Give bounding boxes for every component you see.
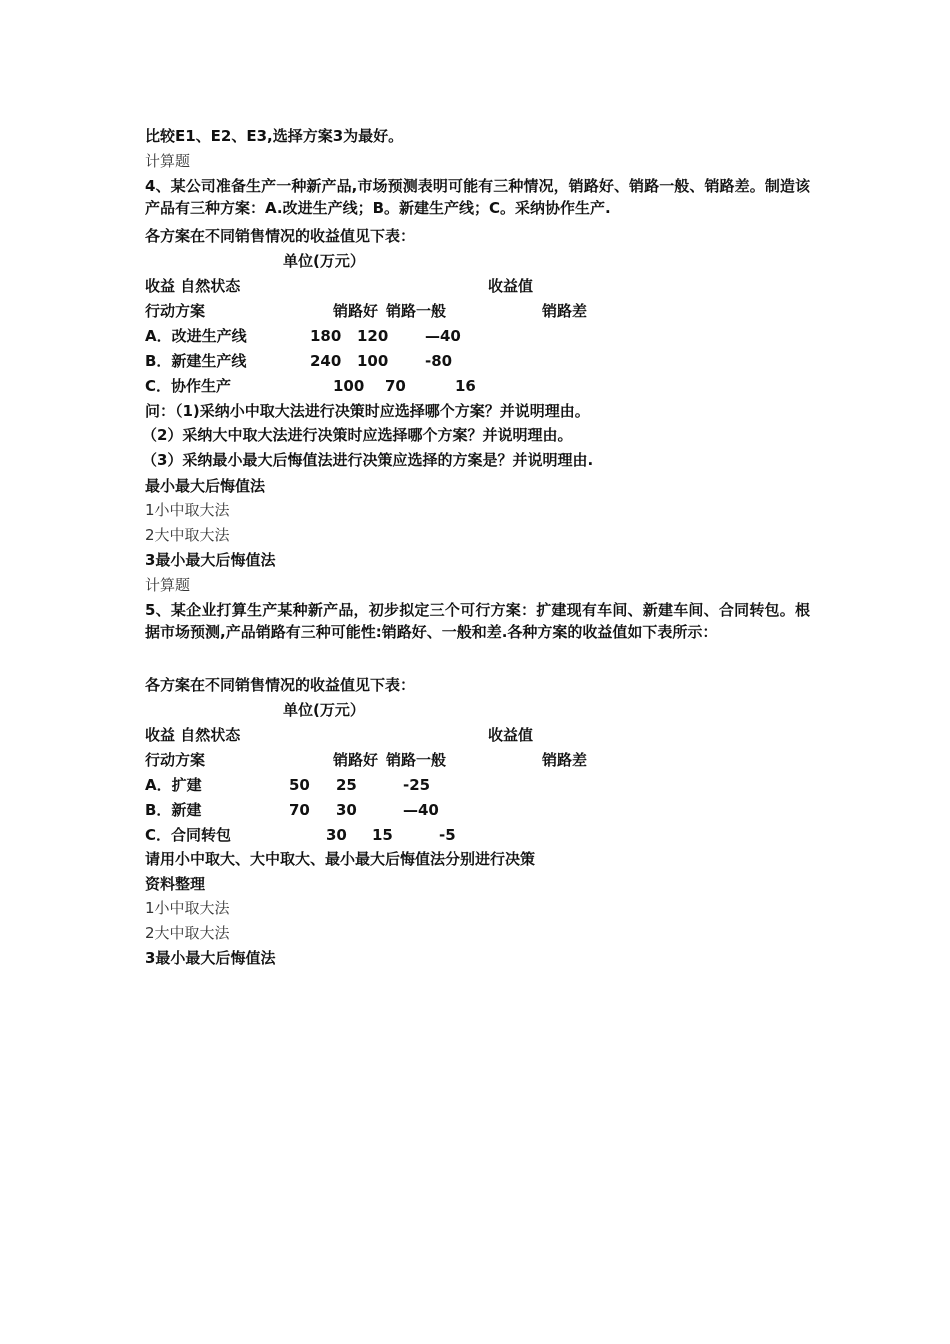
table-unit: 单位(万元） bbox=[283, 252, 365, 270]
section-heading: 计算题 bbox=[145, 576, 191, 594]
table-header-right: 收益值 bbox=[488, 277, 534, 295]
table-header-left: 收益 自然状态 bbox=[145, 277, 241, 295]
table-cell: 70 bbox=[289, 801, 310, 819]
table-cell: —40 bbox=[425, 327, 461, 345]
table-cell: -25 bbox=[403, 776, 431, 794]
table-col-bad: 销路差 bbox=[542, 751, 588, 769]
table-col-plan: 行动方案 bbox=[145, 751, 206, 769]
conclusion-line: 比较E1、E2、E3,选择方案3为最好。 bbox=[145, 127, 404, 145]
table-cell: 70 bbox=[385, 377, 406, 395]
table-row-name: C．协作生产 bbox=[145, 377, 232, 395]
table-intro: 各方案在不同销售情况的收益值见下表： bbox=[145, 676, 416, 694]
table-col-bad: 销路差 bbox=[542, 302, 588, 320]
table-row-name: B．新建 bbox=[145, 801, 202, 819]
method-item-3: 3最小最大后悔值法 bbox=[145, 949, 276, 967]
table-cell: 15 bbox=[372, 826, 393, 844]
table-col-plan: 行动方案 bbox=[145, 302, 206, 320]
table-header-left: 收益 自然状态 bbox=[145, 726, 241, 744]
method-heading: 最小最大后悔值法 bbox=[145, 477, 266, 495]
table-cell: 100 bbox=[357, 352, 389, 370]
section-label: 资料整理 bbox=[145, 875, 206, 893]
table-cell: 240 bbox=[310, 352, 342, 370]
table-row-name: B．新建生产线 bbox=[145, 352, 247, 370]
table-row-name: A．改进生产线 bbox=[145, 327, 247, 345]
table-cell: —40 bbox=[403, 801, 439, 819]
method-item-1: 1小中取大法 bbox=[145, 501, 230, 519]
question-1: 问：（1)采纳小中取大法进行决策时应选择哪个方案？并说明理由。 bbox=[145, 402, 590, 420]
table-cell: 120 bbox=[357, 327, 389, 345]
table-row-name: A．扩建 bbox=[145, 776, 202, 794]
table-cell: 100 bbox=[333, 377, 365, 395]
table-cell: 50 bbox=[289, 776, 310, 794]
table-col-mid: 销路一般 bbox=[386, 302, 447, 320]
question-3: （3）采纳最小最大后悔值法进行决策应选择的方案是？并说明理由. bbox=[142, 451, 594, 469]
table-col-good: 销路好 bbox=[333, 751, 379, 769]
table-cell: 16 bbox=[455, 377, 476, 395]
question-2: （2）采纳大中取大法进行决策时应选择哪个方案？并说明理由。 bbox=[142, 426, 573, 444]
table-row-name: C．合同转包 bbox=[145, 826, 232, 844]
method-item-2: 2大中取大法 bbox=[145, 526, 230, 544]
table-col-good: 销路好 bbox=[333, 302, 379, 320]
table-intro: 各方案在不同销售情况的收益值见下表： bbox=[145, 227, 416, 245]
section-heading: 计算题 bbox=[145, 152, 191, 170]
problem-4-text: 4、某公司准备生产一种新产品,市场预测表明可能有三种情况，销路好、销路一般、销路差。制造该产品有三种方案：A.改进生产线；B。新建生产线；C。采纳协作生产. bbox=[145, 177, 810, 217]
table-cell: 25 bbox=[336, 776, 357, 794]
table-unit: 单位(万元） bbox=[283, 701, 365, 719]
table-cell: 30 bbox=[336, 801, 357, 819]
table-cell: 30 bbox=[326, 826, 347, 844]
table-cell: -80 bbox=[425, 352, 453, 370]
method-item-3: 3最小最大后悔值法 bbox=[145, 551, 276, 569]
method-item-2: 2大中取大法 bbox=[145, 924, 230, 942]
table-col-mid: 销路一般 bbox=[386, 751, 447, 769]
task-instruction: 请用小中取大、大中取大、最小最大后悔值法分别进行决策 bbox=[145, 850, 536, 868]
problem-5-text: 5、某企业打算生产某种新产品，初步拟定三个可行方案：扩建现有车间、新建车间、合同转包。根据市场预测,产品销路有三种可能性:销路好、一般和差.各种方案的收益值如下表所示： bbox=[145, 601, 810, 641]
table-cell: 180 bbox=[310, 327, 342, 345]
table-header-right: 收益值 bbox=[488, 726, 534, 744]
method-item-1: 1小中取大法 bbox=[145, 899, 230, 917]
table-cell: -5 bbox=[439, 826, 456, 844]
